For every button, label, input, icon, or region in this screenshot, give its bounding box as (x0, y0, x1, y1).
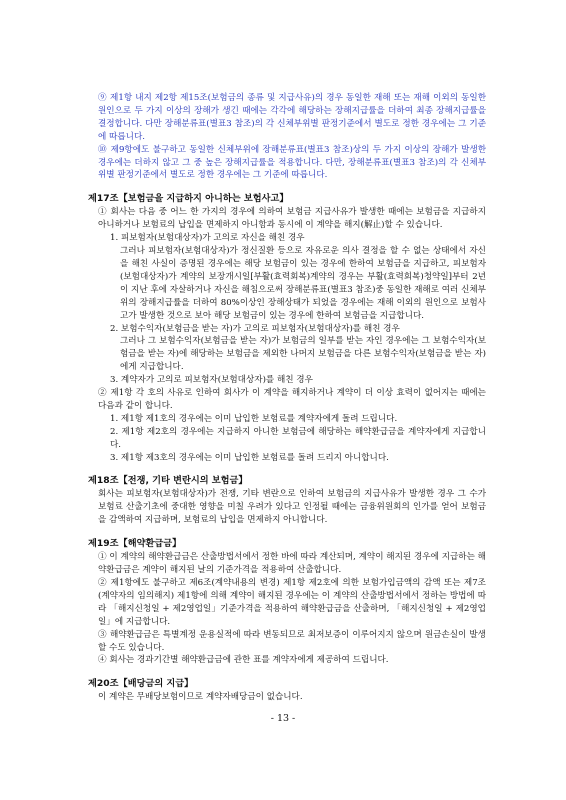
article-17-item-2: 2. 보험수익자(보험금을 받는 자)가 고의로 피보험자(보험대상자)를 해친 경우 (110, 323, 400, 334)
article-18-body: 회사는 피보험자(보험대상자)가 전쟁, 기타 변란으로 인하여 보험금의 지급사유가 발생한 경우 그 수가 보험료 산출기초에 중대한 영향을 미칠 우려가 있다고 인정될 때에는 금융위원회의 인가를 얻어 보험금을 감액하여 지급하며, 보험료의 납입을 면제하지 아니합니다. (98, 489, 486, 526)
article-20-body: 이 계약은 무배당보험이므로 계약자배당금이 없습니다. (98, 692, 303, 703)
article-19-para-4: ④ 회사는 경과기간별 해약환급금에 관한 표를 계약자에게 제공하여 드립니다. (98, 655, 389, 666)
article-17-item-3: 3. 계약자가 고의로 피보험자(보험대상자)를 해친 경우 (110, 375, 313, 386)
article-18-title: 제18조【전쟁, 기타 변란시의 보험금】 (88, 475, 248, 487)
article-17-item-1-detail: 그러나 피보험자(보험대상자)가 정신질환 등으로 자유로운 의사 결정을 할 수 없는 상태에서 자신을 해친 사실이 증명된 경우에는 해당 보험금이 있는 경우에 한하여 보험금을 지급하고, 피보험자(보험대상자)가 계약의 보장개시일[부활(효력회복)계약의 경우는 부활(효력회복)청약일]부터 2년이 지난 후에 자살하거나 자신을 해침으로써 장해분류표(별표3 참조)중 동일한 재해로 여러 신체부위의 장해지급률을 더하여 80%이상인 장해상태가 되었을 경우에는 재해 이외의 원인으로 보험사고가 발생한 것으로 보아 해당 보험금이 있는 경우에 한하여 보험금을 지급합니다. (120, 246, 486, 321)
article-20-title: 제20조【배당금의 지급】 (88, 678, 194, 690)
page-number: - 13 - (270, 713, 296, 724)
article-19-para-1: ① 이 계약의 해약환급금은 산출방법서에서 정한 바에 따라 계산되며, 계약이 해지된 경우에 지급하는 해약환급금은 계약이 해지된 날의 기준가격을 적용하여 산출합니다. (98, 552, 486, 576)
article-19-para-2: ② 제1항에도 불구하고 제6조(계약내용의 변경) 제1항 제2호에 의한 보험가입금액의 감액 또는 제7조(계약자의 임의해지) 제1항에 의해 계약이 해지된 경우에는 이 계약의 산출방법서에서 정하는 방법에 따라 「해지신청일 + 제2영업일」기준가격을 적용하여 해약환급금을 산출하며, 「해지신청일 + 제2영업일」에 지급합니다. (98, 578, 486, 627)
article-17-para-2: ② 제1항 각 호의 사유로 인하여 회사가 이 계약을 해지하거나 계약이 더 이상 효력이 없어지는 때에는 다음과 같이 합니다. (98, 388, 486, 411)
article-17-title: 제17조【보험금을 지급하지 아니하는 보험사고】 (88, 193, 289, 205)
article-17-intro: ① 회사는 다음 중 어느 한 가지의 경우에 의하여 보험금 지급사유가 발생한 때에는 보험금을 지급하지 아니하거나 보험료의 납입을 면제하지 아니함과 동시에 이 계약을 해지(解止)할 수 있습니다. (98, 207, 486, 231)
article-17-item-1: 1. 피보험자(보험대상자)가 고의로 자신을 해친 경우 (110, 233, 305, 244)
article-17-sub-3: 3. 제1항 제3호의 경우에는 이미 납입한 보험료를 돌려 드리지 아니합니다. (110, 452, 389, 463)
article-17-sub-2: 2. 제1항 제2호의 경우에는 지급하지 아니한 보험금에 해당하는 해약환급금을 계약자에게 지급합니다. (110, 426, 486, 450)
article-19-para-3: ③ 해약환급금은 특별계정 운용실적에 따라 변동되므로 최저보증이 이루어지지 않으며 원금손실이 발생할 수도 있습니다. (98, 629, 486, 653)
clause-9: ⑨ 제1항 내지 제2항 제15조(보험금의 종류 및 지급사유)의 경우 동일한 재해 또는 재해 이외의 동일한 원인으로 두 가지 이상의 장해가 생긴 때에는 각각에 해당하는 장해지급률을 더하여 최종 장해지급률을 결정합니다. 다만 장해분류표(별표3 참조)의 각 신체부위별 판정기준에서 별도로 정한 경우에는 그 기준에 따릅니다. (98, 93, 486, 142)
article-17-item-2-detail: 그러나 그 보험수익자(보험금을 받는 자)가 보험금의 일부를 받는 자인 경우에는 그 보험수익자(보험금을 받는 자)에 해당하는 보험금을 제외한 나머지 보험금을 다른 보험수익자(보험금을 받는 자)에게 지급합니다. (120, 336, 486, 373)
clause-10: ⑩ 제9항에도 불구하고 동일한 신체부위에 장해분류표(별표3 참조)상의 두 가지 이상의 장해가 발생한 경우에는 더하지 않고 그 중 높은 장해지급률을 적용합니다. 다만, 장해분류표(별표3 참조)의 각 신체부위별 판정기준에서 별도로 정한 경우에는 그 기준에 따릅니다. (98, 144, 486, 181)
article-17-sub-1: 1. 제1항 제1호의 경우에는 이미 납입한 보험료를 계약자에게 돌려 드립니다. (110, 413, 398, 424)
article-19-title: 제19조【해약환급금】 (88, 538, 182, 550)
